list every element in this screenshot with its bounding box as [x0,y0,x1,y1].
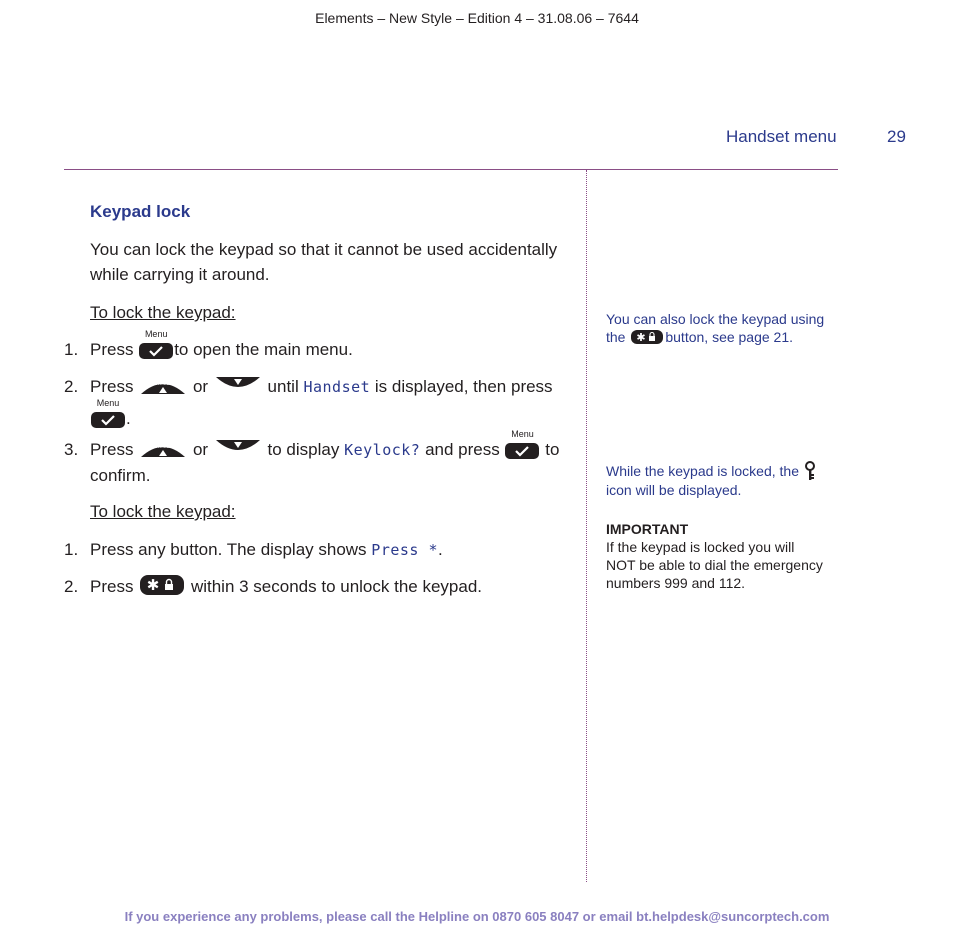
step-text: . [438,540,443,559]
star-lock-button-icon [140,575,184,595]
note-text: While the keypad is locked, the [606,463,799,479]
step-text: or [192,377,209,396]
keypad-lock-intro: You can lock the keypad so that it cannot be used accidentally while carrying it around. [90,240,558,284]
menu-caption: Menu [96,398,120,408]
header-rule [64,169,838,170]
svg-text:✱: ✱ [636,331,646,344]
calls-caption: Calls [232,450,244,456]
step-text: is displayed, then press [374,377,553,396]
keypad-lock-heading: Keypad lock [90,202,191,221]
step-text: Press [90,577,134,596]
step-text: Press [90,340,134,359]
redial-caption: Redial [156,444,171,450]
lock-step-3 [64,429,564,487]
lcd-display-text: Keylock? [344,441,421,459]
calls-down-button-icon [215,376,261,394]
step-text: or [192,440,209,459]
step-text: to open the main menu. [174,340,353,359]
step-text: Press any button. The display shows [90,540,367,559]
note-text: You can also lock the keypad using the [606,311,825,345]
redial-caption: Redial [156,381,171,387]
menu-caption: Menu [511,429,534,439]
sidebar-important-note [606,520,826,592]
step-text: Press [90,440,134,459]
note-text: button, see page 21. [665,329,794,345]
svg-text:✱: ✱ [146,576,160,594]
menu-ok-button-icon [505,429,539,459]
step-text: to [545,440,560,459]
step-number: 1. [64,540,79,559]
note-text: icon will be displayed. [606,482,742,498]
step-text: within 3 seconds to unlock the keypad. [190,577,483,596]
menu-caption: Menu [144,329,168,339]
sidebar-note-key-icon [606,461,826,499]
redial-up-button-icon [140,440,186,458]
key-icon [803,461,817,481]
calls-down-button-icon [215,439,261,457]
star-lock-button-icon [631,330,663,344]
unlock-subheading: To lock the keypad: [90,502,236,521]
step-text: and press [425,440,500,459]
redial-up-button-icon [140,377,186,395]
step-text: confirm. [90,466,151,485]
sidebar-note-star-button [606,310,826,346]
menu-ok-button-icon [91,398,125,428]
important-text: If the keypad is locked you will NOT be able to dial the emergency numbers 999 and 112. [606,539,823,591]
lcd-display-text: Handset [303,378,371,396]
step-number: 2. [64,377,79,396]
step-number: 1. [64,340,79,359]
important-title: IMPORTANT [606,521,689,537]
step-text: . [126,409,131,428]
lock-subheading: To lock the keypad: [90,303,236,322]
step-number: 2. [64,577,79,596]
lcd-display-text: Press * [371,541,439,559]
menu-ok-button-icon [139,329,173,359]
step-number: 3. [64,440,79,459]
step-text: to display [267,440,340,459]
document-edition-header: Elements – New Style – Edition 4 – 31.08.06 – 7644 [315,10,639,26]
page-number: 29 [887,127,906,146]
helpline-footer: If you experience any problems, please call the Helpline on 0870 605 8047 or email bt.helpdesk@suncorptech.com [124,909,830,924]
step-text: Press [90,377,134,396]
lock-step-2 [64,374,564,428]
section-title: Handset menu [726,127,837,146]
column-divider [586,170,587,882]
step-text: until [267,377,299,396]
calls-caption: Calls [232,387,244,393]
